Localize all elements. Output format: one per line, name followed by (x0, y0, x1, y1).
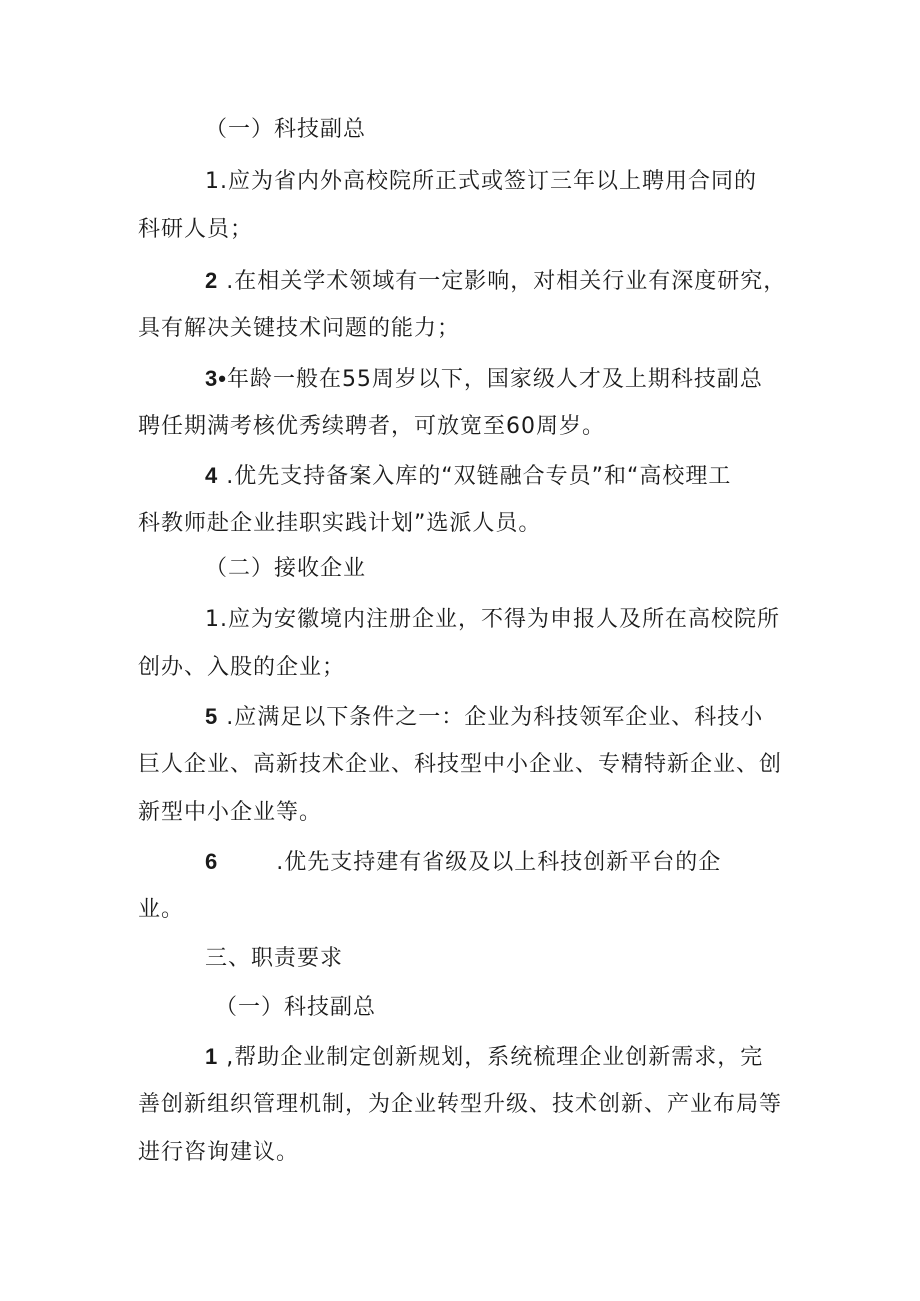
paragraph-line: 聘任期满考核优秀续聘者，可放宽至60周岁。 (138, 414, 605, 439)
paragraph-line: 2 .在相关学术领域有一定影响，对相关行业有深度研究， (205, 268, 787, 294)
paragraph-line: 1 ,帮助企业制定创新规划，系统梳理企业创新需求，完 (205, 1044, 764, 1070)
paragraph-line: 具有解决关键技术问题的能力； (138, 316, 461, 341)
paragraph-line: 新型中小企业等。 (138, 800, 323, 825)
section-heading-duties: 三、职责要求 (205, 946, 344, 971)
paragraph-line: 6 .优先支持建有省级及以上科技创新平台的企 (205, 849, 722, 875)
paragraph-line: 业。 (138, 897, 185, 922)
item-number: 3• (205, 366, 227, 391)
item-number: 5 (205, 704, 219, 729)
section-heading-receiving-enterprise: （二）接收企业 (205, 556, 367, 581)
item-number: 6 (205, 849, 219, 874)
section-heading-tech-vp-duties: （一）科技副总 (215, 995, 377, 1020)
paragraph-line: 善创新组织管理机制，为企业转型升级、技术创新、产业布局等 (138, 1092, 783, 1117)
paragraph-line: 1.应为安徽境内注册企业，不得为申报人及所在高校院所 (205, 607, 780, 632)
paragraph-line: 1.应为省内外高校院所正式或签订三年以上聘用合同的 (205, 169, 757, 194)
paragraph-line: 5 .应满足以下条件之一：企业为科技领军企业、科技小 (205, 704, 764, 730)
paragraph-line: 进行咨询建议。 (138, 1140, 300, 1165)
paragraph-line: 4 .优先支持备案入库的“双链融合专员”和“高校理工 (205, 463, 732, 489)
paragraph-line: 创办、入股的企业； (138, 655, 346, 680)
paragraph-line: 科教师赴企业挂职实践计划”选派人员。 (138, 511, 542, 536)
paragraph-line: 巨人企业、高新技术企业、科技型中小企业、专精特新企业、创 (138, 752, 783, 777)
paragraph-line: 3•年龄一般在55周岁以下，国家级人才及上期科技副总 (205, 366, 763, 392)
paragraph-line: 科研人员； (138, 217, 254, 242)
item-number: 2 (205, 268, 219, 293)
section-heading-tech-vp: （一）科技副总 (205, 117, 367, 142)
item-number: 4 (205, 463, 219, 488)
item-number: 1 (205, 1044, 219, 1069)
